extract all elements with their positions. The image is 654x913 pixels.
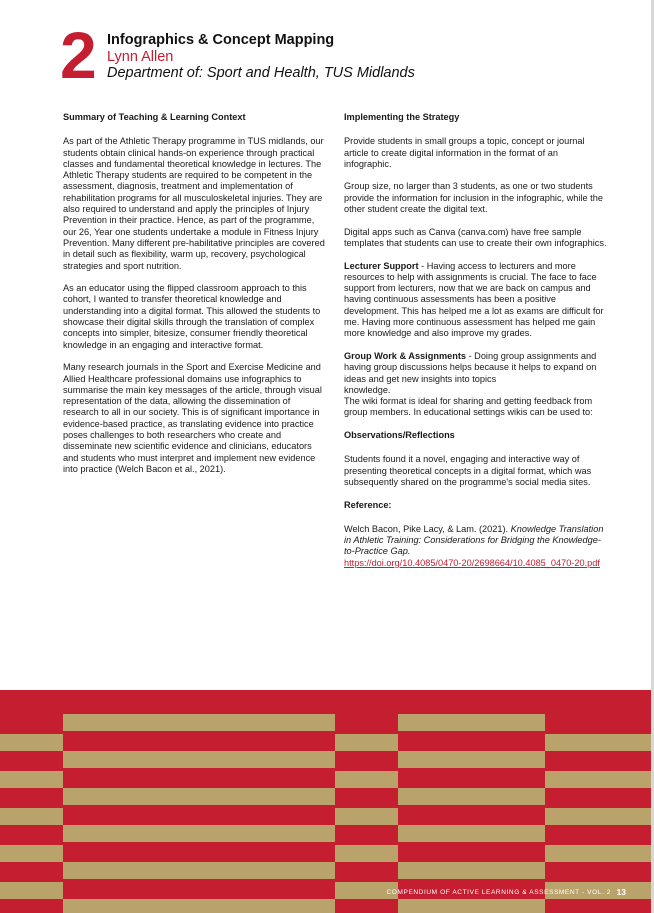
reference-entry bbox=[344, 524, 608, 569]
group-work-text-3: The wiki format is ideal for sharing and getting feedback from group members. In educational settings wikis can be used to: bbox=[344, 396, 593, 418]
lecturer-support-paragraph bbox=[344, 261, 608, 340]
observations-heading: Observations/Reflections bbox=[344, 430, 455, 441]
reference-heading: Reference: bbox=[344, 499, 392, 510]
footer-stripe-block-2 bbox=[398, 714, 545, 913]
strategy-heading: Implementing the Strategy bbox=[344, 112, 460, 122]
summary-paragraph-2: As an educator using the flipped classroom approach to this cohort, I wanted to transfer theoretical knowledge and understanding into a digital format. This allowed the students to showcase their digital skills through the translation of complex concepts into simpler, bitesize, consumer friendly theoretical knowledge in an engaging and interactive format. bbox=[63, 283, 321, 350]
footer-stripe-block-1 bbox=[63, 714, 335, 913]
reference-title: Knowledge Translation in Athletic Training: Considerations for Bridging the Knowledge-to-Practice Gap. bbox=[344, 523, 604, 557]
group-work-text: - Doing group assignments and having group discussions helps because it helps to expand on ideas and get new insights into topics bbox=[344, 350, 597, 384]
summary-heading: Summary of Teaching & Learning Context bbox=[63, 112, 246, 122]
reference-authors: Welch Bacon, Pike Lacy, & Lam. (2021). bbox=[344, 523, 511, 534]
summary-paragraph-1: As part of the Athletic Therapy programme in TUS midlands, our students obtain clinical hands-on experience through practical classes and fundamental theoretical knowledge in lectures. The Athletic Therapy students are required to be competent in the assessment, diagnosis, treatment and implementation of rehabilitation programs for all musculoskeletal injuries. They are also required to understand and apply the principles of Injury Prevention in their practice. Hence, as part of the programme, our 26, Year one students undertake a module in Fitness Injury Prevention. Many different pre-habilitative principles are covered in detail such as flexibility, warm up, recovery, psychological strategies and sport nutrition. bbox=[63, 136, 325, 271]
lecturer-support-label: Lecturer Support bbox=[344, 260, 419, 271]
observations-paragraph: Students found it a novel, engaging and interactive way of presenting theoretical concepts in a digital format, which was subsequently shared on the programme's social media sites. bbox=[344, 454, 592, 487]
reference-link[interactable]: https://doi.org/10.4085/0470-20/2698664/10.4085_0470-20.pdf bbox=[344, 557, 600, 568]
right-column bbox=[344, 112, 608, 580]
author-name: Lynn Allen bbox=[107, 49, 174, 65]
footer-banner bbox=[0, 690, 651, 913]
strategy-paragraph-3: Digital apps such as Canva (canva.com) have free sample templates that students can use to create their own infographics. bbox=[344, 226, 607, 248]
group-work-text-2: knowledge. bbox=[344, 384, 391, 395]
left-column bbox=[63, 112, 325, 487]
chapter-number: 2 bbox=[60, 18, 95, 92]
summary-paragraph-3: Many research journals in the Sport and Exercise Medicine and Allied Healthcare professional domains use infographics to summarise the main key messages of the article, through visual representation of the data, allowing the dissemination of research to all in our society. This is of significant importance in evidence-based practice, as translating evidence into practice poses challenges to both researchers who create and disseminate new scientific evidence and clinicians, educators and students who must interpret and implement new evidence into practice (Welch Bacon et al., 2021). bbox=[63, 362, 322, 474]
strategy-paragraph-1: Provide students in small groups a topic, concept or journal article to create digital information in the format of an infographic. bbox=[344, 136, 585, 169]
group-work-label: Group Work & Assignments bbox=[344, 350, 467, 361]
page-number: 13 bbox=[616, 887, 626, 897]
chapter-title: Infographics & Concept Mapping bbox=[107, 32, 335, 48]
lecturer-support-text: - Having access to lecturers and more resources to help with assignments is crucial. The face to face support from lecturers, now that we are back on campus and having continuous assessments has been a positive development. This has helped me a lot as exams are difficult for me. Having more continuous assessment has helped me gain more knowledge and also improve my grades. bbox=[344, 260, 604, 339]
group-work-paragraph bbox=[344, 351, 608, 419]
strategy-paragraph-2: Group size, no larger than 3 students, as one or two students provide the information for inclusion in the infographic, while the other student create the digital text. bbox=[344, 181, 603, 215]
department: Department of: Sport and Health, TUS Midlands bbox=[107, 65, 415, 81]
footer-title: COMPENDIUM OF ACTIVE LEARNING & ASSESSMENT - VOL. 2 bbox=[386, 889, 611, 896]
